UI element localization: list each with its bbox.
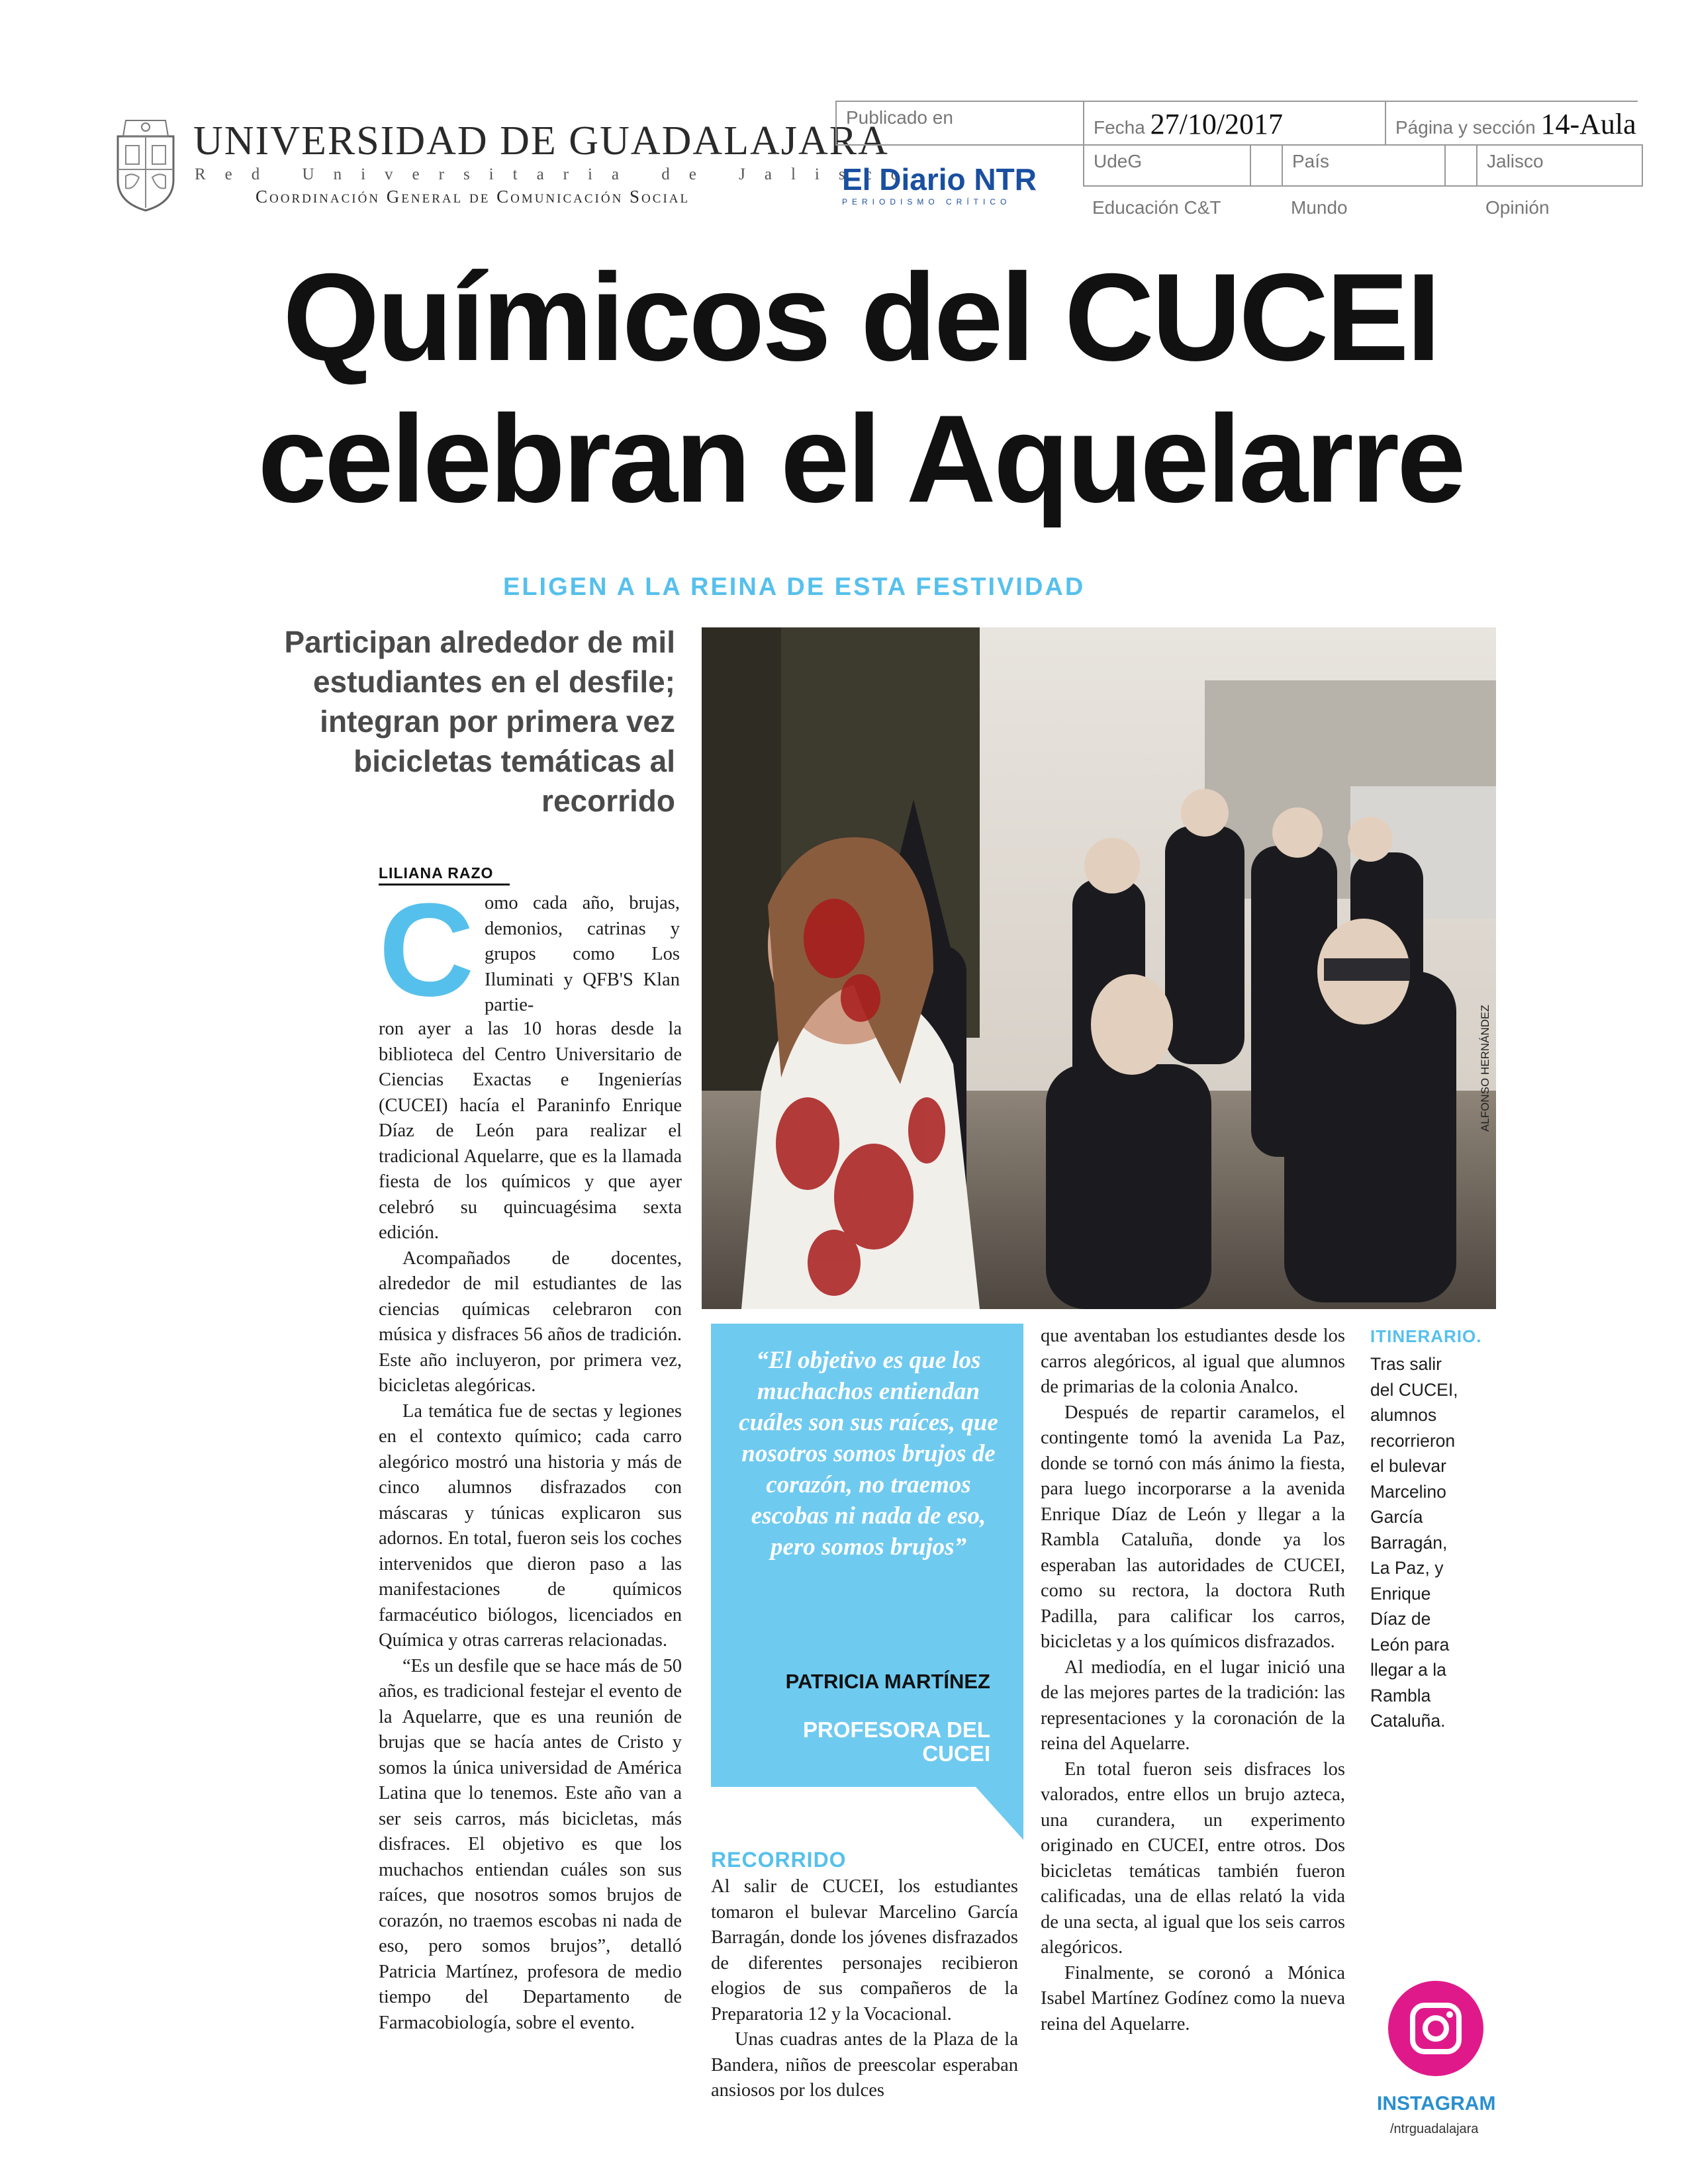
page-section-cell xyxy=(1385,101,1638,146)
page-section-value: 14-Aula xyxy=(1540,108,1636,140)
newspaper-name: El Diario NTR xyxy=(842,162,1037,197)
photo-credit: ALFONSO HERNÁNDEZ xyxy=(1479,1005,1491,1132)
body-column-2 xyxy=(711,1874,1018,2104)
published-in-cell xyxy=(835,101,1084,146)
body-paragraph: Unas cuadras antes de la Plaza de la Bandera, niños de preescolar esperaban ansiosos por los dulces xyxy=(711,2029,1018,2101)
body-paragraph: Después de repartir caramelos, el contingente tomó la avenida La Paz, donde se tornó con más ánimo la fiesta, para luego incorporarse a la avenida Enrique Díaz de León y llegar a la Rambla Cataluña, donde ya los esperaban las autoridades de CUCEI, como su rectora, la doctora Ruth Padilla, para calificar los carros, bicicletas y a los químicos disfrazados. xyxy=(1041,1402,1345,1652)
category-opinion: Opinión xyxy=(1485,197,1550,218)
article-kicker: ELIGEN A LA REINA DE ESTA FESTIVIDAD xyxy=(503,573,1086,601)
parade-photo xyxy=(702,627,1496,1309)
body-paragraph: “Es un desfile que se hace más de 50 años, es tradicional festejar el evento de la Aquelarre, que es una reunión de brujas que se hacía antes de Cristo y somos la única universidad de América Latina que lo tenemos. Este año van a ser seis carros, más bicicletas, más disfraces. El objetivo es que los muchachos entiendan cuáles son sus raíces, que nosotros somos brujos de corazón, no traemos escobas ni nada de eso, pero somos brujos”, detalló Patricia Martínez, profesora de medio tiempo del Departamento de Farmacobiología, sobre el evento. xyxy=(379,1655,682,2033)
instagram-label: INSTAGRAM xyxy=(1377,2093,1496,2115)
category-jalisco: Jalisco xyxy=(1476,144,1643,187)
newspaper-logo xyxy=(842,161,1051,214)
section-subhead: RECORRIDO xyxy=(711,1848,847,1872)
body-paragraph: Acompañados de docentes, alrededor de mil estudiantes de las ciencias químicas celebraron con música y disfraces 56 años de tradición. Este año incluyeron, por primera vez, bicicletas alegóricas. xyxy=(379,1248,682,1396)
pull-quote-text: “El objetivo es que los muchachos entiendan cuáles son sus raíces, que nosotros somos brujos de corazón, no traemos escobas ni nada de eso, pero somos brujos” xyxy=(739,1347,998,1561)
body-paragraph: ron ayer a las 10 horas desde la biblioteca del Centro Universitario de Ciencias Exactas e Ingenierías (CUCEI) hacía el Paraninfo Enrique Díaz de León para realizar el tradicional Aquelarre, que es la llamada fiesta de los químicos y que ayer celebró su quincuagésima sexta edición. xyxy=(379,1019,682,1243)
body-column-3 xyxy=(1041,1324,1345,2037)
date-cell xyxy=(1083,101,1386,146)
category-udeg-checkbox xyxy=(1250,144,1283,187)
communication-office: Coordinación General de Comunicación Social xyxy=(256,187,690,206)
date-label: Fecha xyxy=(1094,117,1145,138)
body-column-1 xyxy=(379,1017,682,2036)
category-mundo: Mundo xyxy=(1291,197,1348,218)
instagram-handle: /ntrguadalajara xyxy=(1390,2122,1479,2136)
body-paragraph: Al mediodía, en el lugar inició una de las mejores partes de la tradición: las representaciones y la coronación de la reina del Aquelarre. xyxy=(1041,1657,1345,1754)
article-deck: Participan alrededor de mil estudiantes en el desfile; integran por primera vez bicicletas temáticas al recorrido xyxy=(284,625,675,818)
university-seal-logo xyxy=(111,116,180,213)
article-headline xyxy=(225,246,1496,529)
drop-cap xyxy=(379,897,478,1003)
category-pais: País xyxy=(1282,144,1446,187)
date-value: 27/10/2017 xyxy=(1150,108,1284,140)
body-paragraph: En total fueron seis disfraces los valorados, entre ellos un brujo azteca, una curandera, un experimento originado en CUCEI, entre otros. Dos bicicletas temáticas también fueron calificadas, una de ellas relató la vida de una secta, al igual que los seis carros alegóricos. xyxy=(1041,1758,1345,1958)
page-section-label: Página y sección xyxy=(1395,117,1536,138)
headline-line-1: Químicos del CUCEI xyxy=(283,248,1438,387)
university-name: UNIVERSIDAD DE GUADALAJARA xyxy=(193,118,889,163)
drop-cap-letter: C xyxy=(379,897,475,1003)
body-paragraph: La temática fue de sectas y legiones en el contexto químico; cada carro alegórico mostró una historia y más de cinco alumnos disfrazados con máscaras y túnicas explicaron sus adornos. En total, fueron seis los coches intervenidos que dieron paso a las manifestaciones de químicos farmacéutico biólogos, licenciados en Química y otras carreras relacionadas. xyxy=(379,1400,682,1651)
lead-paragraph xyxy=(485,891,680,1019)
itinerary-heading: ITINERARIO. xyxy=(1370,1326,1482,1346)
published-in-label: Publicado en xyxy=(846,107,953,128)
body-paragraph: Al salir de CUCEI, los estudiantes tomaron el bulevar Marcelino García Barragán, donde los jóvenes disfrazados de diferentes personajes recibieron elogios de sus compañeros de la Preparatoria 12 y la Vocacional. xyxy=(711,1876,1018,2025)
headline-line-2: celebran el Aquelarre xyxy=(258,389,1464,528)
lead-text: omo cada año, brujas, demonios, catrinas y grupos como Los Iluminati y QFB'S Klan partie- xyxy=(485,893,680,1015)
body-paragraph: que aventaban los estudiantes desde los carros alegóricos, al igual que alumnos de primarias de la colonia Analco. xyxy=(1041,1326,1345,1397)
pull-quote-author-role: PROFESORA DEL CUCEI xyxy=(803,1717,990,1766)
itinerary-text: Tras salir del CUCEI, alumnos recorrieron el bulevar Marcelino García Barragán, La Paz, y Enrique Díaz de León para llegar a la Rambla Cataluña. xyxy=(1370,1354,1458,1731)
body-paragraph: Finalmente, se coronó a Mónica Isabel Martínez Godínez como la nueva reina del Aquelarre. xyxy=(1041,1962,1345,2034)
newspaper-tagline: PERIODISMO CRÍTICO xyxy=(842,197,1011,206)
category-udeg: UdeG xyxy=(1083,144,1251,187)
byline: LILIANA RAZO xyxy=(379,864,510,886)
university-network: Red Universitaria de Jalisco xyxy=(195,165,919,183)
category-pais-checkbox xyxy=(1444,144,1477,187)
instagram-icon xyxy=(1386,1979,1485,2078)
category-educacion: Educación C&T xyxy=(1092,197,1221,218)
pull-quote-author: PATRICIA MARTÍNEZ xyxy=(785,1670,990,1693)
